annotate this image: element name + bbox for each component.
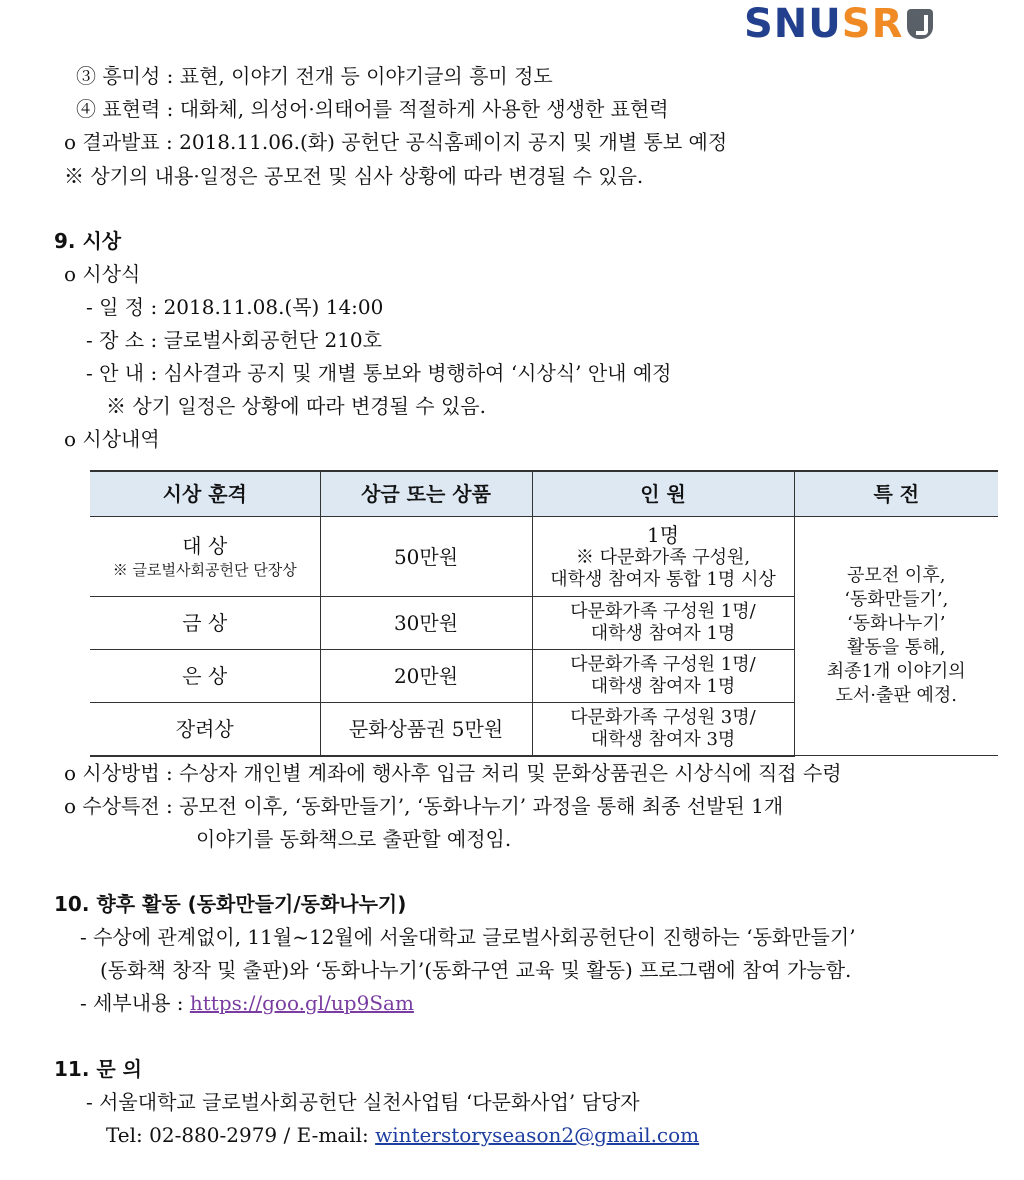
benefit-line: 공모전 이후,	[847, 565, 946, 586]
snusr-logo	[744, 2, 933, 46]
award-cell	[90, 517, 320, 597]
header-award: 시상 훈격	[90, 471, 320, 517]
count-cell	[532, 650, 794, 703]
count-line: 다문화가족 구성원 1명/	[570, 601, 756, 622]
section-9-heading: 9. 시상	[54, 229, 122, 253]
header-benefit: 특 전	[794, 471, 998, 517]
count-line: 대학생 참여자 1명	[590, 623, 736, 644]
award-note: ※ 글로벌사회공헌단 단장상	[112, 560, 297, 579]
benefit-line: ‘동화나누기’	[847, 613, 946, 634]
contact-team: - 서울대학교 글로벌사회공헌단 실천사업팀 ‘다문화사업’ 담당자	[86, 1090, 640, 1114]
award-cell: 금 상	[90, 597, 320, 650]
benefit-line: ‘동화만들기’,	[844, 589, 949, 610]
prize-cell: 30만원	[320, 597, 532, 650]
contact-row	[106, 1122, 699, 1148]
criteria-interest: ③ 흥미성 : 표현, 이야기 전개 등 이야기글의 흥미 정도	[76, 64, 553, 88]
award-details-label: o 시상내역	[64, 427, 160, 451]
prize-cell: 문화상품권 5만원	[320, 703, 532, 756]
award-cell: 장려상	[90, 703, 320, 756]
benefit-cell	[794, 517, 998, 756]
ceremony-label: o 시상식	[64, 262, 141, 286]
section-11-heading: 11. 문 의	[54, 1057, 142, 1081]
ceremony-notice: ※ 상기 일정은 상황에 따라 변경될 수 있음.	[106, 394, 486, 418]
prize-cell: 20만원	[320, 650, 532, 703]
count-line: 대학생 참여자 3명	[590, 728, 736, 750]
award-benefit: o 수상특전 : 공모전 이후, ‘동화만들기’, ‘동화나누기’ 과정을 통해 최종 선발된 1개	[64, 794, 784, 818]
count-line: 대학생 참여자 통합 1명 시상	[550, 568, 776, 590]
award-name: 대 상	[182, 533, 228, 558]
count-cell	[532, 517, 794, 597]
benefit-line: 도서·출판 예정.	[835, 685, 957, 706]
count-cell	[532, 597, 794, 650]
details-row	[80, 990, 414, 1016]
future-activity-1: - 수상에 관계없이, 11월~12월에 서울대학교 글로벌사회공헌단이 진행하는 ‘동화만들기’	[80, 925, 856, 949]
logo-text-snu: SNU	[744, 1, 842, 47]
contact-email-link[interactable]: winterstoryseason2@gmail.com	[375, 1123, 700, 1147]
header-prize: 상금 또는 상품	[320, 471, 532, 517]
count-line: 1명	[646, 522, 680, 547]
header-count: 인 원	[532, 471, 794, 517]
count-line: 다문화가족 구성원 1명/	[570, 654, 756, 675]
ceremony-guide: - 안 내 : 심사결과 공지 및 개별 통보와 병행하여 ‘시상식’ 안내 예정	[86, 361, 672, 385]
award-method: o 시상방법 : 수상자 개인별 계좌에 행사후 입금 처리 및 문화상품권은 시상식에 직접 수령	[64, 761, 842, 785]
result-announcement: o 결과발표 : 2018.11.06.(화) 공헌단 공식홈페이지 공지 및 개별 통보 예정	[64, 130, 728, 154]
contact-tel: Tel: 02-880-2979 / E-mail:	[106, 1123, 376, 1147]
logo-mark-icon	[907, 9, 933, 39]
logo-text-sr: SR	[841, 1, 904, 47]
award-cell: 은 상	[90, 650, 320, 703]
details-link[interactable]: https://goo.gl/up9Sam	[189, 991, 414, 1015]
details-label: - 세부내용 :	[80, 991, 190, 1015]
prize-cell: 50만원	[320, 517, 532, 597]
table-row	[90, 517, 998, 597]
schedule-notice: ※ 상기의 내용·일정은 공모전 및 심사 상황에 따라 변경될 수 있음.	[64, 164, 644, 188]
award-benefit-cont: 이야기를 동화책으로 출판할 예정임.	[196, 827, 512, 851]
ceremony-place: - 장 소 : 글로벌사회공헌단 210호	[86, 328, 382, 352]
count-cell	[532, 703, 794, 756]
count-line: 대학생 참여자 1명	[590, 676, 736, 697]
ceremony-date: - 일 정 : 2018.11.08.(목) 14:00	[86, 295, 384, 319]
criteria-expression: ④ 표현력 : 대화체, 의성어·의태어를 적절하게 사용한 생생한 표현력	[76, 97, 669, 121]
future-activity-2: (동화책 창작 및 출판)와 ‘동화나누기’(동화구연 교육 및 활동) 프로그램에 참여 가능함.	[100, 958, 852, 982]
count-line: ※ 다문화가족 구성원,	[575, 546, 751, 568]
benefit-line: 활동을 통해,	[847, 637, 946, 658]
awards-table	[90, 470, 998, 757]
table-header-row	[90, 471, 998, 517]
count-line: 다문화가족 구성원 3명/	[570, 706, 756, 728]
section-10-heading: 10. 향후 활동 (동화만들기/동화나누기)	[54, 892, 407, 916]
benefit-line: 최종1개 이야기의	[826, 661, 966, 682]
